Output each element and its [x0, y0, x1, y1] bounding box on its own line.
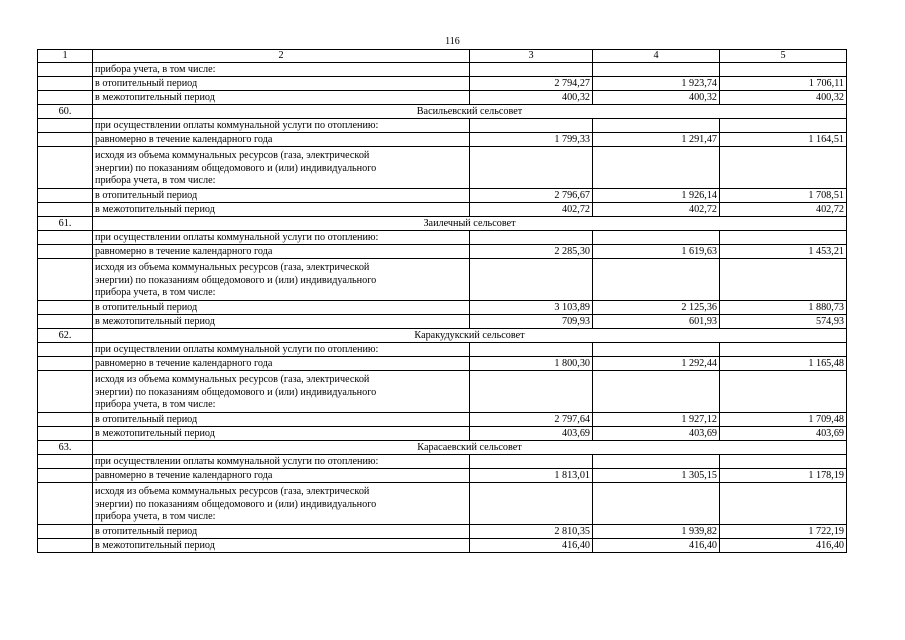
description-line: прибора учета, в том числе:: [95, 399, 216, 411]
value-col-5: [720, 483, 847, 525]
settlement-name: Каракудукский сельсовет: [93, 329, 847, 343]
row-description: [93, 259, 470, 301]
value-col-3: 1 813,01: [470, 469, 593, 483]
row-description: в межотопительный период: [93, 315, 470, 329]
row-description: равномерно в течение календарного года: [93, 245, 470, 259]
value-col-3: 402,72: [470, 203, 593, 217]
value-col-5: [720, 147, 847, 189]
value-col-3: 1 799,33: [470, 133, 593, 147]
row-number: 62.: [38, 329, 93, 343]
value-col-4: [593, 343, 720, 357]
row-description: в межотопительный период: [93, 427, 470, 441]
row-number: [38, 413, 93, 427]
value-col-4: 403,69: [593, 427, 720, 441]
description-line: энергии) по показаниям общедомового и (или) индивидуального: [95, 386, 377, 398]
value-col-3: 2 797,64: [470, 413, 593, 427]
row-description: при осуществлении оплаты коммунальной услуги по отоплению:: [93, 455, 470, 469]
column-header-1: 1: [38, 50, 93, 63]
value-col-5: 1 722,19: [720, 525, 847, 539]
description-line: прибора учета, в том числе:: [95, 511, 216, 523]
row-description: при осуществлении оплаты коммунальной услуги по отоплению:: [93, 119, 470, 133]
row-description: в межотопительный период: [93, 539, 470, 553]
value-col-5: [720, 231, 847, 245]
column-header-4: 4: [593, 50, 720, 63]
value-col-4: [593, 455, 720, 469]
row-number: [38, 301, 93, 315]
row-description: [93, 483, 470, 525]
value-col-5: [720, 455, 847, 469]
table-row: [38, 539, 847, 553]
value-col-5: [720, 343, 847, 357]
settlement-name: Карасаевский сельсовет: [93, 441, 847, 455]
row-number: [38, 525, 93, 539]
value-col-3: 416,40: [470, 539, 593, 553]
row-number: [38, 259, 93, 301]
value-col-4: [593, 119, 720, 133]
description-line: исходя из объема коммунальных ресурсов (газа, электрической: [95, 262, 370, 274]
row-description: в межотопительный период: [93, 91, 470, 105]
description-line: прибора учета, в том числе:: [95, 175, 216, 187]
value-col-4: 1 926,14: [593, 189, 720, 203]
value-col-5: 1 178,19: [720, 469, 847, 483]
value-col-4: [593, 259, 720, 301]
table-row: [38, 525, 847, 539]
row-number: [38, 539, 93, 553]
row-number: [38, 147, 93, 189]
table-row: [38, 189, 847, 203]
row-description: прибора учета, в том числе:: [93, 63, 470, 77]
row-number: [38, 77, 93, 91]
value-col-4: [593, 483, 720, 525]
value-col-3: 1 800,30: [470, 357, 593, 371]
settlement-name: Заилечный сельсовет: [93, 217, 847, 231]
value-col-5: [720, 119, 847, 133]
value-col-5: 416,40: [720, 539, 847, 553]
value-col-3: [470, 371, 593, 413]
description-line: исходя из объема коммунальных ресурсов (газа, электрической: [95, 150, 370, 162]
row-description: в отопительный период: [93, 301, 470, 315]
value-col-5: 1 164,51: [720, 133, 847, 147]
row-description: в отопительный период: [93, 413, 470, 427]
settlement-name: Васильевский сельсовет: [93, 105, 847, 119]
row-number: [38, 483, 93, 525]
row-description: равномерно в течение календарного года: [93, 357, 470, 371]
value-col-3: 2 285,30: [470, 245, 593, 259]
table-row: [38, 413, 847, 427]
description-line: энергии) по показаниям общедомового и (или) индивидуального: [95, 162, 377, 174]
row-description: в отопительный период: [93, 189, 470, 203]
value-col-3: 400,32: [470, 91, 593, 105]
row-number: [38, 91, 93, 105]
description-line: прибора учета, в том числе:: [95, 287, 216, 299]
settlement-row: [38, 441, 847, 455]
tariff-table: [37, 49, 847, 553]
table-row: [38, 231, 847, 245]
value-col-3: 2 796,67: [470, 189, 593, 203]
row-number: [38, 119, 93, 133]
row-number: [38, 133, 93, 147]
row-number: [38, 245, 93, 259]
value-col-4: 1 939,82: [593, 525, 720, 539]
row-description: при осуществлении оплаты коммунальной услуги по отоплению:: [93, 231, 470, 245]
value-col-4: 1 305,15: [593, 469, 720, 483]
row-number: [38, 371, 93, 413]
row-number: [38, 427, 93, 441]
row-number: [38, 357, 93, 371]
value-col-4: [593, 231, 720, 245]
value-col-5: 1 165,48: [720, 357, 847, 371]
table-row: [38, 119, 847, 133]
table-row: [38, 455, 847, 469]
value-col-3: [470, 343, 593, 357]
value-col-4: 400,32: [593, 91, 720, 105]
value-col-3: [470, 231, 593, 245]
row-description: [93, 371, 470, 413]
column-header-2: 2: [93, 50, 470, 63]
row-number: [38, 189, 93, 203]
row-number: [38, 203, 93, 217]
value-col-5: 574,93: [720, 315, 847, 329]
row-number: 60.: [38, 105, 93, 119]
description-line: исходя из объема коммунальных ресурсов (газа, электрической: [95, 374, 370, 386]
settlement-row: [38, 105, 847, 119]
value-col-3: [470, 119, 593, 133]
row-number: [38, 343, 93, 357]
value-col-5: [720, 63, 847, 77]
value-col-4: [593, 371, 720, 413]
tariff-table-body: [38, 50, 847, 553]
value-col-3: [470, 259, 593, 301]
value-col-5: 1 709,48: [720, 413, 847, 427]
row-number: 61.: [38, 217, 93, 231]
value-col-4: 416,40: [593, 539, 720, 553]
row-number: 63.: [38, 441, 93, 455]
row-description: в межотопительный период: [93, 203, 470, 217]
value-col-4: 1 291,47: [593, 133, 720, 147]
row-description: при осуществлении оплаты коммунальной услуги по отоплению:: [93, 343, 470, 357]
table-row: [38, 469, 847, 483]
value-col-3: 3 103,89: [470, 301, 593, 315]
value-col-4: [593, 147, 720, 189]
value-col-3: [470, 483, 593, 525]
value-col-4: [593, 63, 720, 77]
value-col-4: 2 125,36: [593, 301, 720, 315]
value-col-5: 402,72: [720, 203, 847, 217]
value-col-4: 1 619,63: [593, 245, 720, 259]
value-col-3: 2 794,27: [470, 77, 593, 91]
value-col-3: [470, 147, 593, 189]
value-col-3: 709,93: [470, 315, 593, 329]
value-col-5: [720, 259, 847, 301]
value-col-5: 1 708,51: [720, 189, 847, 203]
value-col-5: [720, 371, 847, 413]
value-col-5: 1 453,21: [720, 245, 847, 259]
value-col-4: 402,72: [593, 203, 720, 217]
table-row: [38, 483, 847, 525]
table-row: [38, 357, 847, 371]
table-row: [38, 343, 847, 357]
row-number: [38, 455, 93, 469]
table-row: [38, 371, 847, 413]
row-description: равномерно в течение календарного года: [93, 469, 470, 483]
table-row: [38, 203, 847, 217]
row-number: [38, 315, 93, 329]
value-col-3: 403,69: [470, 427, 593, 441]
value-col-5: 1 880,73: [720, 301, 847, 315]
value-col-3: 2 810,35: [470, 525, 593, 539]
row-description: в отопительный период: [93, 77, 470, 91]
description-line: исходя из объема коммунальных ресурсов (газа, электрической: [95, 486, 370, 498]
table-row: [38, 245, 847, 259]
table-row: [38, 77, 847, 91]
description-line: энергии) по показаниям общедомового и (или) индивидуального: [95, 498, 377, 510]
column-header-3: 3: [470, 50, 593, 63]
row-number: [38, 231, 93, 245]
page-number: 116: [445, 36, 460, 47]
table-row: [38, 63, 847, 77]
table-row: [38, 91, 847, 105]
row-description: в отопительный период: [93, 525, 470, 539]
description-line: энергии) по показаниям общедомового и (или) индивидуального: [95, 274, 377, 286]
row-description: равномерно в течение календарного года: [93, 133, 470, 147]
table-header-row: [38, 50, 847, 63]
settlement-row: [38, 217, 847, 231]
value-col-3: [470, 455, 593, 469]
row-number: [38, 63, 93, 77]
value-col-4: 1 292,44: [593, 357, 720, 371]
value-col-5: 1 706,11: [720, 77, 847, 91]
value-col-4: 1 923,74: [593, 77, 720, 91]
value-col-4: 601,93: [593, 315, 720, 329]
table-row: [38, 147, 847, 189]
value-col-3: [470, 63, 593, 77]
value-col-5: 400,32: [720, 91, 847, 105]
value-col-4: 1 927,12: [593, 413, 720, 427]
column-header-5: 5: [720, 50, 847, 63]
table-row: [38, 427, 847, 441]
table-row: [38, 259, 847, 301]
settlement-row: [38, 329, 847, 343]
row-description: [93, 147, 470, 189]
value-col-5: 403,69: [720, 427, 847, 441]
table-row: [38, 315, 847, 329]
row-number: [38, 469, 93, 483]
table-row: [38, 133, 847, 147]
table-row: [38, 301, 847, 315]
